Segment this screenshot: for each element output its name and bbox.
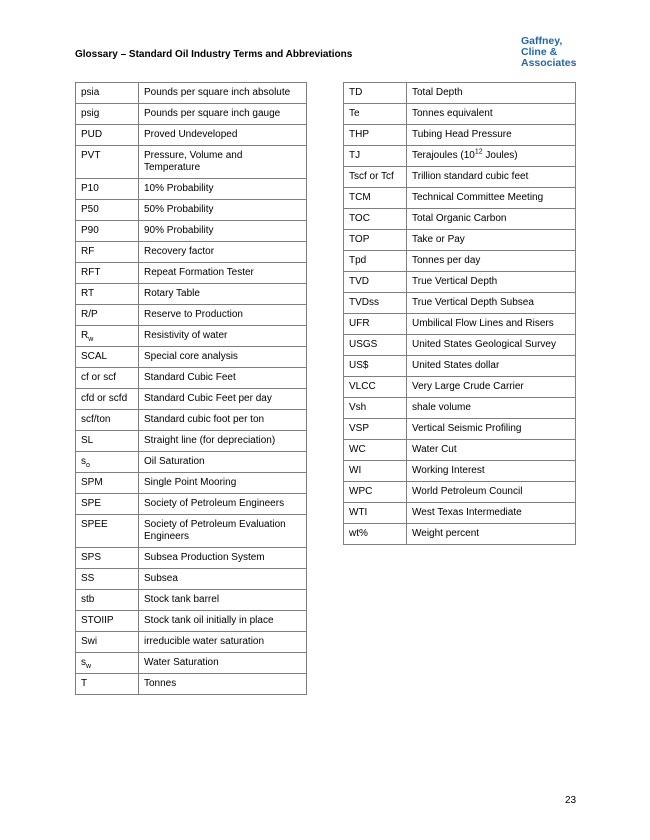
definition-cell (407, 503, 576, 524)
table-row (344, 419, 576, 440)
definition-cell (407, 419, 576, 440)
table-row (344, 251, 576, 272)
term-cell (344, 251, 407, 272)
table-row (344, 125, 576, 146)
table-row (76, 326, 307, 347)
logo-line: Associates (521, 57, 577, 69)
table-row (344, 272, 576, 293)
term-text: TD (349, 87, 363, 98)
term-cell (344, 209, 407, 230)
term-text: cf or scf (81, 372, 117, 383)
definition-cell (139, 83, 307, 104)
term-text: US$ (349, 360, 369, 371)
term-text: PUD (81, 129, 103, 140)
term-text: SL (81, 435, 94, 446)
glossary-table-left (75, 82, 307, 695)
definition-cell (407, 314, 576, 335)
term-text: VSP (349, 423, 370, 434)
table-row (344, 335, 576, 356)
definition-text: irreducible water saturation (144, 636, 265, 647)
definition-text: Recovery factor (144, 246, 215, 257)
definition-cell (139, 548, 307, 569)
term-cell (344, 125, 407, 146)
table-row (344, 524, 576, 545)
definition-cell (139, 590, 307, 611)
term-cell (344, 377, 407, 398)
definition-cell (407, 230, 576, 251)
term-cell (344, 461, 407, 482)
term-text: WPC (349, 486, 373, 497)
term-text: TOP (349, 234, 370, 245)
table-row (76, 146, 307, 179)
definition-text: West Texas Intermediate (412, 507, 522, 518)
term-cell (344, 419, 407, 440)
table-row (76, 221, 307, 242)
table-row (76, 83, 307, 104)
definition-text: True Vertical Depth (412, 276, 498, 287)
term-subscript: w (88, 336, 94, 343)
term-cell (344, 440, 407, 461)
table-row (76, 179, 307, 200)
definition-cell (407, 209, 576, 230)
definition-cell (139, 368, 307, 389)
definition-cell (139, 104, 307, 125)
term-text: VLCC (349, 381, 376, 392)
definition-text: United States dollar (412, 360, 500, 371)
definition-cell (407, 482, 576, 503)
definition-text: shale volume (412, 402, 471, 413)
definition-cell (407, 440, 576, 461)
glossary-table-right (343, 82, 576, 545)
definition-cell (407, 524, 576, 545)
definition-cell (407, 83, 576, 104)
term-cell (76, 221, 139, 242)
definition-cell (139, 263, 307, 284)
definition-text: Stock tank barrel (144, 594, 220, 605)
table-row (76, 389, 307, 410)
definition-text: Pressure, Volume and Temperature (144, 150, 243, 173)
definition-cell (139, 515, 307, 548)
definition-cell (139, 326, 307, 347)
term-text: THP (349, 129, 369, 140)
definition-text: Total Depth (412, 87, 463, 98)
definition-text: Standard Cubic Feet per day (144, 393, 272, 404)
definition-cell (139, 452, 307, 473)
term-text: WI (349, 465, 362, 476)
definition-cell (407, 356, 576, 377)
definition-cell (407, 104, 576, 125)
term-cell (76, 590, 139, 611)
term-cell (76, 632, 139, 653)
definition-text: Trillion standard cubic feet (412, 171, 529, 182)
table-row (344, 104, 576, 125)
table-row (344, 146, 576, 167)
logo-line: Cline & (521, 46, 558, 58)
table-row (344, 377, 576, 398)
table-row (344, 293, 576, 314)
term-text: SCAL (81, 351, 108, 362)
definition-text: Take or Pay (412, 234, 465, 245)
table-row (344, 230, 576, 251)
term-cell (76, 431, 139, 452)
definition-cell (139, 200, 307, 221)
term-cell (76, 569, 139, 590)
company-logo (521, 36, 591, 69)
term-cell (76, 548, 139, 569)
definition-cell (139, 242, 307, 263)
term-text: UFR (349, 318, 370, 329)
term-text: P50 (81, 204, 99, 215)
definition-text: Special core analysis (144, 351, 238, 362)
table-row (76, 125, 307, 146)
definition-cell (139, 431, 307, 452)
definition-text: Subsea (144, 573, 178, 584)
term-cell (76, 653, 139, 674)
term-cell (76, 410, 139, 431)
definition-cell (407, 335, 576, 356)
term-cell (344, 167, 407, 188)
term-text: TOC (349, 213, 370, 224)
definition-text: 90% Probability (144, 225, 214, 236)
term-text: cfd or scfd (81, 393, 128, 404)
definition-cell (407, 398, 576, 419)
definition-text: United States Geological Survey (412, 339, 556, 350)
table-row (76, 611, 307, 632)
term-cell (344, 398, 407, 419)
term-text: R/P (81, 309, 98, 320)
definition-text: Working Interest (412, 465, 485, 476)
term-text: Tscf or Tcf (349, 171, 394, 182)
term-cell (76, 368, 139, 389)
definition-text: Rotary Table (144, 288, 200, 299)
term-text: USGS (349, 339, 378, 350)
term-cell (76, 263, 139, 284)
definition-cell (407, 293, 576, 314)
term-text: TCM (349, 192, 371, 203)
definition-cell (139, 653, 307, 674)
term-cell (344, 146, 407, 167)
term-text: TVDss (349, 297, 379, 308)
definition-cell (407, 272, 576, 293)
definition-text: 10% Probability (144, 183, 214, 194)
term-text: P10 (81, 183, 99, 194)
term-text: RF (81, 246, 95, 257)
definition-text: Resistivity of water (144, 330, 228, 341)
term-text: Vsh (349, 402, 367, 413)
term-cell (344, 335, 407, 356)
term-text: SPE (81, 498, 102, 509)
term-text: PVT (81, 150, 101, 161)
definition-text: Umbilical Flow Lines and Risers (412, 318, 554, 329)
term-text: SPEE (81, 519, 108, 530)
term-cell (344, 482, 407, 503)
definition-cell (139, 389, 307, 410)
definition-cell (407, 461, 576, 482)
term-cell (344, 188, 407, 209)
term-cell (76, 179, 139, 200)
definition-text: Technical Committee Meeting (412, 192, 544, 203)
definition-text: 50% Probability (144, 204, 214, 215)
table-row (76, 263, 307, 284)
definition-text: Water Saturation (144, 657, 219, 668)
term-cell (344, 104, 407, 125)
term-text: s (81, 456, 86, 467)
table-row (76, 674, 307, 695)
definition-text: Single Point Mooring (144, 477, 237, 488)
definition-text: Very Large Crude Carrier (412, 381, 524, 392)
term-cell (76, 452, 139, 473)
term-text: WC (349, 444, 366, 455)
table-row (76, 548, 307, 569)
term-text: R (81, 330, 89, 341)
term-cell (344, 314, 407, 335)
term-cell (76, 389, 139, 410)
definition-text: Society of Petroleum Engineers (144, 498, 285, 509)
definition-text: Total Organic Carbon (412, 213, 507, 224)
table-row (76, 632, 307, 653)
table-row (76, 368, 307, 389)
logo-line: Gaffney, (521, 35, 563, 47)
term-text: s (81, 657, 86, 668)
table-row (76, 347, 307, 368)
definition-text: Proved Undeveloped (144, 129, 238, 140)
term-cell (344, 356, 407, 377)
term-text: psia (81, 87, 100, 98)
page-title: Glossary – Standard Oil Industry Terms and Abbreviations (75, 49, 353, 60)
definition-text: Standard cubic foot per ton (144, 414, 265, 425)
definition-cell (139, 125, 307, 146)
definition-text: Subsea Production System (144, 552, 265, 563)
definition-cell (139, 347, 307, 368)
definition-text: Society of Petroleum Evaluation Engineers (144, 519, 286, 542)
definition-cell (139, 284, 307, 305)
term-cell (76, 347, 139, 368)
term-text: WTI (349, 507, 368, 518)
definition-text: Terajoules (10 (412, 150, 475, 161)
definition-cell (139, 494, 307, 515)
table-row (76, 515, 307, 548)
term-cell (344, 503, 407, 524)
definition-cell (139, 179, 307, 200)
term-cell (76, 242, 139, 263)
definition-text: Tonnes per day (412, 255, 481, 266)
definition-text: Reserve to Production (144, 309, 243, 320)
term-cell (76, 326, 139, 347)
term-text: SS (81, 573, 95, 584)
definition-text: Oil Saturation (144, 456, 205, 467)
term-text: Tpd (349, 255, 367, 266)
definition-cell (139, 569, 307, 590)
table-row (344, 167, 576, 188)
term-text: RFT (81, 267, 101, 278)
table-row (76, 410, 307, 431)
table-row (76, 200, 307, 221)
table-row (344, 314, 576, 335)
definition-text: Straight line (for depreciation) (144, 435, 276, 446)
definition-text: Weight percent (412, 528, 480, 539)
definition-text: Water Cut (412, 444, 457, 455)
definition-text: Tonnes equivalent (412, 108, 493, 119)
definition-cell (139, 305, 307, 326)
term-cell (76, 104, 139, 125)
definition-text: Tubing Head Pressure (412, 129, 512, 140)
table-row (76, 431, 307, 452)
table-row (76, 653, 307, 674)
definition-text: Standard Cubic Feet (144, 372, 236, 383)
definition-superscript: 12 (474, 148, 483, 156)
term-cell (76, 284, 139, 305)
definition-text: World Petroleum Council (412, 486, 523, 497)
table-row (76, 284, 307, 305)
table-row (76, 590, 307, 611)
table-row (344, 482, 576, 503)
term-text: stb (81, 594, 95, 605)
table-row (344, 356, 576, 377)
term-cell (76, 473, 139, 494)
definition-cell (139, 410, 307, 431)
term-cell (76, 494, 139, 515)
table-row (76, 452, 307, 473)
table-row (344, 440, 576, 461)
term-text: scf/ton (81, 414, 111, 425)
term-text: SPS (81, 552, 102, 563)
definition-cell (139, 221, 307, 242)
term-text: psig (81, 108, 100, 119)
definition-cell (139, 611, 307, 632)
table-row (344, 503, 576, 524)
term-cell (76, 515, 139, 548)
table-row (76, 104, 307, 125)
term-text: TVD (349, 276, 369, 287)
term-cell (344, 83, 407, 104)
definition-text: Pounds per square inch gauge (144, 108, 281, 119)
term-subscript: w (86, 663, 92, 670)
term-text: TJ (349, 150, 361, 161)
table-row (76, 242, 307, 263)
term-text: P90 (81, 225, 99, 236)
definition-cell (407, 377, 576, 398)
term-text: Swi (81, 636, 98, 647)
definition-text: True Vertical Depth Subsea (412, 297, 534, 308)
term-text: STOIIP (81, 615, 114, 626)
term-text: RT (81, 288, 95, 299)
term-cell (76, 674, 139, 695)
term-text: T (81, 678, 88, 689)
definition-cell (407, 146, 576, 167)
term-text: Te (349, 108, 360, 119)
table-row (76, 569, 307, 590)
definition-text: Repeat Formation Tester (144, 267, 254, 278)
definition-text: Vertical Seismic Profiling (412, 423, 522, 434)
definition-cell (407, 125, 576, 146)
term-text: wt% (349, 528, 368, 539)
table-row (344, 398, 576, 419)
table-row (344, 461, 576, 482)
term-cell (76, 200, 139, 221)
term-cell (344, 230, 407, 251)
term-text: SPM (81, 477, 103, 488)
term-cell (344, 272, 407, 293)
definition-text: Tonnes (144, 678, 177, 689)
page-number: 23 (565, 795, 577, 806)
term-cell (76, 305, 139, 326)
definition-cell (139, 632, 307, 653)
table-row (344, 83, 576, 104)
definition-cell (407, 251, 576, 272)
term-cell (76, 146, 139, 179)
definition-cell (407, 167, 576, 188)
definition-cell (407, 188, 576, 209)
term-cell (76, 611, 139, 632)
term-cell (344, 293, 407, 314)
term-cell (76, 83, 139, 104)
definition-text-after: Joules) (482, 150, 518, 161)
term-cell (344, 524, 407, 545)
term-subscript: o (86, 462, 90, 469)
table-row (344, 209, 576, 230)
definition-text: Stock tank oil initially in place (144, 615, 274, 626)
table-row (76, 494, 307, 515)
definition-text: Pounds per square inch absolute (144, 87, 291, 98)
definition-cell (139, 473, 307, 494)
table-row (344, 188, 576, 209)
definition-cell (139, 146, 307, 179)
definition-cell (139, 674, 307, 695)
table-row (76, 305, 307, 326)
term-cell (76, 125, 139, 146)
table-row (76, 473, 307, 494)
